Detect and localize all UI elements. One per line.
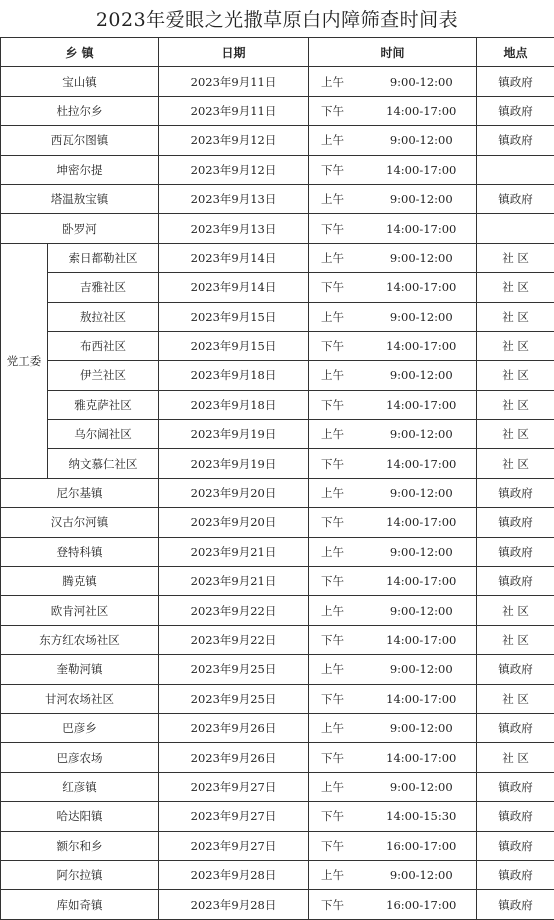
location-cell xyxy=(477,155,554,184)
location-cell: 社 区 xyxy=(477,273,554,302)
table-row xyxy=(1,596,554,625)
township-cell: 纳文慕仁社区 xyxy=(48,449,159,478)
township-cell: 塔温敖宝镇 xyxy=(1,184,159,213)
township-cell: 巴彦乡 xyxy=(1,713,159,742)
date-cell: 2023年9月14日 xyxy=(159,243,309,272)
township-cell: 奎勒河镇 xyxy=(1,655,159,684)
header-date: 日期 xyxy=(159,38,309,67)
township-cell: 吉雅社区 xyxy=(48,273,159,302)
township-cell: 登特科镇 xyxy=(1,537,159,566)
ampm-cell: 上午 xyxy=(309,772,367,801)
date-cell: 2023年9月20日 xyxy=(159,478,309,507)
date-cell: 2023年9月25日 xyxy=(159,655,309,684)
table-row xyxy=(1,96,554,125)
township-cell: 雅克萨社区 xyxy=(48,390,159,419)
date-cell: 2023年9月15日 xyxy=(159,302,309,331)
table-row xyxy=(1,67,554,96)
schedule-table xyxy=(0,37,554,920)
date-cell: 2023年9月27日 xyxy=(159,831,309,860)
ampm-cell: 上午 xyxy=(309,184,367,213)
hours-cell: 9:00-12:00 xyxy=(367,126,477,155)
township-cell: 哈达阳镇 xyxy=(1,802,159,831)
table-row xyxy=(1,537,554,566)
table-row xyxy=(1,361,554,390)
hours-cell: 9:00-12:00 xyxy=(367,713,477,742)
location-cell: 镇政府 xyxy=(477,860,554,889)
township-cell: 乌尔阔社区 xyxy=(48,420,159,449)
location-cell: 社 区 xyxy=(477,596,554,625)
location-cell: 镇政府 xyxy=(477,567,554,596)
township-cell: 阿尔拉镇 xyxy=(1,860,159,889)
township-cell: 坤密尔提 xyxy=(1,155,159,184)
hours-cell: 9:00-12:00 xyxy=(367,478,477,507)
township-cell: 红彦镇 xyxy=(1,772,159,801)
ampm-cell: 上午 xyxy=(309,243,367,272)
hours-cell: 14:00-17:00 xyxy=(367,449,477,478)
township-cell: 腾克镇 xyxy=(1,567,159,596)
township-cell: 尼尔基镇 xyxy=(1,478,159,507)
table-row xyxy=(1,772,554,801)
date-cell: 2023年9月26日 xyxy=(159,743,309,772)
township-cell: 宝山镇 xyxy=(1,67,159,96)
table-row xyxy=(1,420,554,449)
table-row xyxy=(1,890,554,919)
date-cell: 2023年9月19日 xyxy=(159,449,309,478)
table-row xyxy=(1,273,554,302)
date-cell: 2023年9月12日 xyxy=(159,155,309,184)
date-cell: 2023年9月11日 xyxy=(159,67,309,96)
date-cell: 2023年9月13日 xyxy=(159,214,309,243)
location-cell: 镇政府 xyxy=(477,478,554,507)
township-cell: 西瓦尔图镇 xyxy=(1,126,159,155)
ampm-cell: 下午 xyxy=(309,96,367,125)
ampm-cell: 上午 xyxy=(309,67,367,96)
hours-cell: 9:00-12:00 xyxy=(367,184,477,213)
date-cell: 2023年9月12日 xyxy=(159,126,309,155)
table-row xyxy=(1,449,554,478)
township-cell: 额尔和乡 xyxy=(1,831,159,860)
hours-cell: 14:00-17:00 xyxy=(367,508,477,537)
location-cell: 镇政府 xyxy=(477,184,554,213)
ampm-cell: 上午 xyxy=(309,302,367,331)
location-cell xyxy=(477,214,554,243)
location-cell: 镇政府 xyxy=(477,890,554,919)
location-cell: 社 区 xyxy=(477,743,554,772)
hours-cell: 9:00-12:00 xyxy=(367,537,477,566)
hours-cell: 16:00-17:00 xyxy=(367,890,477,919)
ampm-cell: 下午 xyxy=(309,331,367,360)
table-row xyxy=(1,184,554,213)
ampm-cell: 上午 xyxy=(309,713,367,742)
table-row xyxy=(1,802,554,831)
ampm-cell: 下午 xyxy=(309,625,367,654)
hours-cell: 14:00-17:00 xyxy=(367,273,477,302)
date-cell: 2023年9月19日 xyxy=(159,420,309,449)
header-row xyxy=(1,38,554,67)
location-cell: 镇政府 xyxy=(477,508,554,537)
township-cell: 巴彦农场 xyxy=(1,743,159,772)
hours-cell: 14:00-17:00 xyxy=(367,331,477,360)
hours-cell: 9:00-12:00 xyxy=(367,655,477,684)
hours-cell: 9:00-12:00 xyxy=(367,596,477,625)
ampm-cell: 上午 xyxy=(309,596,367,625)
date-cell: 2023年9月15日 xyxy=(159,331,309,360)
hours-cell: 14:00-17:00 xyxy=(367,214,477,243)
location-cell: 社 区 xyxy=(477,420,554,449)
table-row xyxy=(1,625,554,654)
hours-cell: 14:00-15:30 xyxy=(367,802,477,831)
ampm-cell: 下午 xyxy=(309,802,367,831)
header-township: 乡 镇 xyxy=(1,38,159,67)
location-cell: 镇政府 xyxy=(477,655,554,684)
ampm-cell: 上午 xyxy=(309,420,367,449)
hours-cell: 9:00-12:00 xyxy=(367,243,477,272)
location-cell: 社 区 xyxy=(477,449,554,478)
ampm-cell: 下午 xyxy=(309,273,367,302)
ampm-cell: 下午 xyxy=(309,890,367,919)
schedule-body xyxy=(1,67,554,919)
township-cell: 索日都勒社区 xyxy=(48,243,159,272)
ampm-cell: 上午 xyxy=(309,537,367,566)
ampm-cell: 下午 xyxy=(309,743,367,772)
ampm-cell: 上午 xyxy=(309,860,367,889)
table-row xyxy=(1,331,554,360)
township-cell: 杜拉尔乡 xyxy=(1,96,159,125)
hours-cell: 14:00-17:00 xyxy=(367,155,477,184)
ampm-cell: 下午 xyxy=(309,508,367,537)
location-cell: 镇政府 xyxy=(477,96,554,125)
date-cell: 2023年9月11日 xyxy=(159,96,309,125)
location-cell: 镇政府 xyxy=(477,67,554,96)
hours-cell: 9:00-12:00 xyxy=(367,67,477,96)
hours-cell: 14:00-17:00 xyxy=(367,684,477,713)
ampm-cell: 上午 xyxy=(309,478,367,507)
date-cell: 2023年9月13日 xyxy=(159,184,309,213)
table-row xyxy=(1,655,554,684)
township-cell: 库如奇镇 xyxy=(1,890,159,919)
table-row xyxy=(1,243,554,272)
ampm-cell: 下午 xyxy=(309,449,367,478)
table-row xyxy=(1,508,554,537)
date-cell: 2023年9月26日 xyxy=(159,713,309,742)
location-cell: 社 区 xyxy=(477,243,554,272)
hours-cell: 9:00-12:00 xyxy=(367,772,477,801)
hours-cell: 14:00-17:00 xyxy=(367,567,477,596)
date-cell: 2023年9月14日 xyxy=(159,273,309,302)
date-cell: 2023年9月21日 xyxy=(159,537,309,566)
date-cell: 2023年9月28日 xyxy=(159,860,309,889)
hours-cell: 14:00-17:00 xyxy=(367,390,477,419)
table-row xyxy=(1,155,554,184)
table-row xyxy=(1,713,554,742)
date-cell: 2023年9月22日 xyxy=(159,596,309,625)
location-cell: 社 区 xyxy=(477,625,554,654)
hours-cell: 9:00-12:00 xyxy=(367,302,477,331)
table-row xyxy=(1,126,554,155)
ampm-cell: 上午 xyxy=(309,655,367,684)
hours-cell: 9:00-12:00 xyxy=(367,361,477,390)
party-committee-cell: 党工委 xyxy=(1,243,48,478)
township-cell: 欧肯河社区 xyxy=(1,596,159,625)
hours-cell: 9:00-12:00 xyxy=(367,860,477,889)
date-cell: 2023年9月27日 xyxy=(159,802,309,831)
location-cell: 镇政府 xyxy=(477,126,554,155)
table-row xyxy=(1,390,554,419)
ampm-cell: 下午 xyxy=(309,390,367,419)
table-row xyxy=(1,302,554,331)
date-cell: 2023年9月21日 xyxy=(159,567,309,596)
location-cell: 镇政府 xyxy=(477,713,554,742)
hours-cell: 9:00-12:00 xyxy=(367,420,477,449)
table-row xyxy=(1,214,554,243)
hours-cell: 14:00-17:00 xyxy=(367,625,477,654)
location-cell: 社 区 xyxy=(477,331,554,360)
location-cell: 社 区 xyxy=(477,684,554,713)
township-cell: 卧罗河 xyxy=(1,214,159,243)
township-cell: 敖拉社区 xyxy=(48,302,159,331)
ampm-cell: 下午 xyxy=(309,567,367,596)
ampm-cell: 上午 xyxy=(309,361,367,390)
date-cell: 2023年9月20日 xyxy=(159,508,309,537)
location-cell: 社 区 xyxy=(477,361,554,390)
hours-cell: 14:00-17:00 xyxy=(367,96,477,125)
date-cell: 2023年9月18日 xyxy=(159,361,309,390)
hours-cell: 14:00-17:00 xyxy=(367,743,477,772)
date-cell: 2023年9月28日 xyxy=(159,890,309,919)
hours-cell: 16:00-17:00 xyxy=(367,831,477,860)
location-cell: 社 区 xyxy=(477,390,554,419)
township-cell: 甘河农场社区 xyxy=(1,684,159,713)
page-title: 2023年爱眼之光撒草原白内障筛查时间表 xyxy=(95,9,459,31)
table-row xyxy=(1,743,554,772)
date-cell: 2023年9月22日 xyxy=(159,625,309,654)
ampm-cell: 上午 xyxy=(309,126,367,155)
township-cell: 汉古尔河镇 xyxy=(1,508,159,537)
ampm-cell: 下午 xyxy=(309,831,367,860)
date-cell: 2023年9月25日 xyxy=(159,684,309,713)
location-cell: 镇政府 xyxy=(477,537,554,566)
ampm-cell: 下午 xyxy=(309,684,367,713)
ampm-cell: 下午 xyxy=(309,214,367,243)
township-cell: 布西社区 xyxy=(48,331,159,360)
header-location: 地点 xyxy=(477,38,554,67)
table-row xyxy=(1,860,554,889)
table-row xyxy=(1,478,554,507)
location-cell: 社 区 xyxy=(477,302,554,331)
ampm-cell: 下午 xyxy=(309,155,367,184)
table-row xyxy=(1,831,554,860)
location-cell: 镇政府 xyxy=(477,772,554,801)
table-row xyxy=(1,684,554,713)
date-cell: 2023年9月27日 xyxy=(159,772,309,801)
date-cell: 2023年9月18日 xyxy=(159,390,309,419)
table-row xyxy=(1,567,554,596)
location-cell: 镇政府 xyxy=(477,802,554,831)
township-cell: 伊兰社区 xyxy=(48,361,159,390)
header-time: 时间 xyxy=(309,38,477,67)
township-cell: 东方红农场社区 xyxy=(1,625,159,654)
location-cell: 镇政府 xyxy=(477,831,554,860)
